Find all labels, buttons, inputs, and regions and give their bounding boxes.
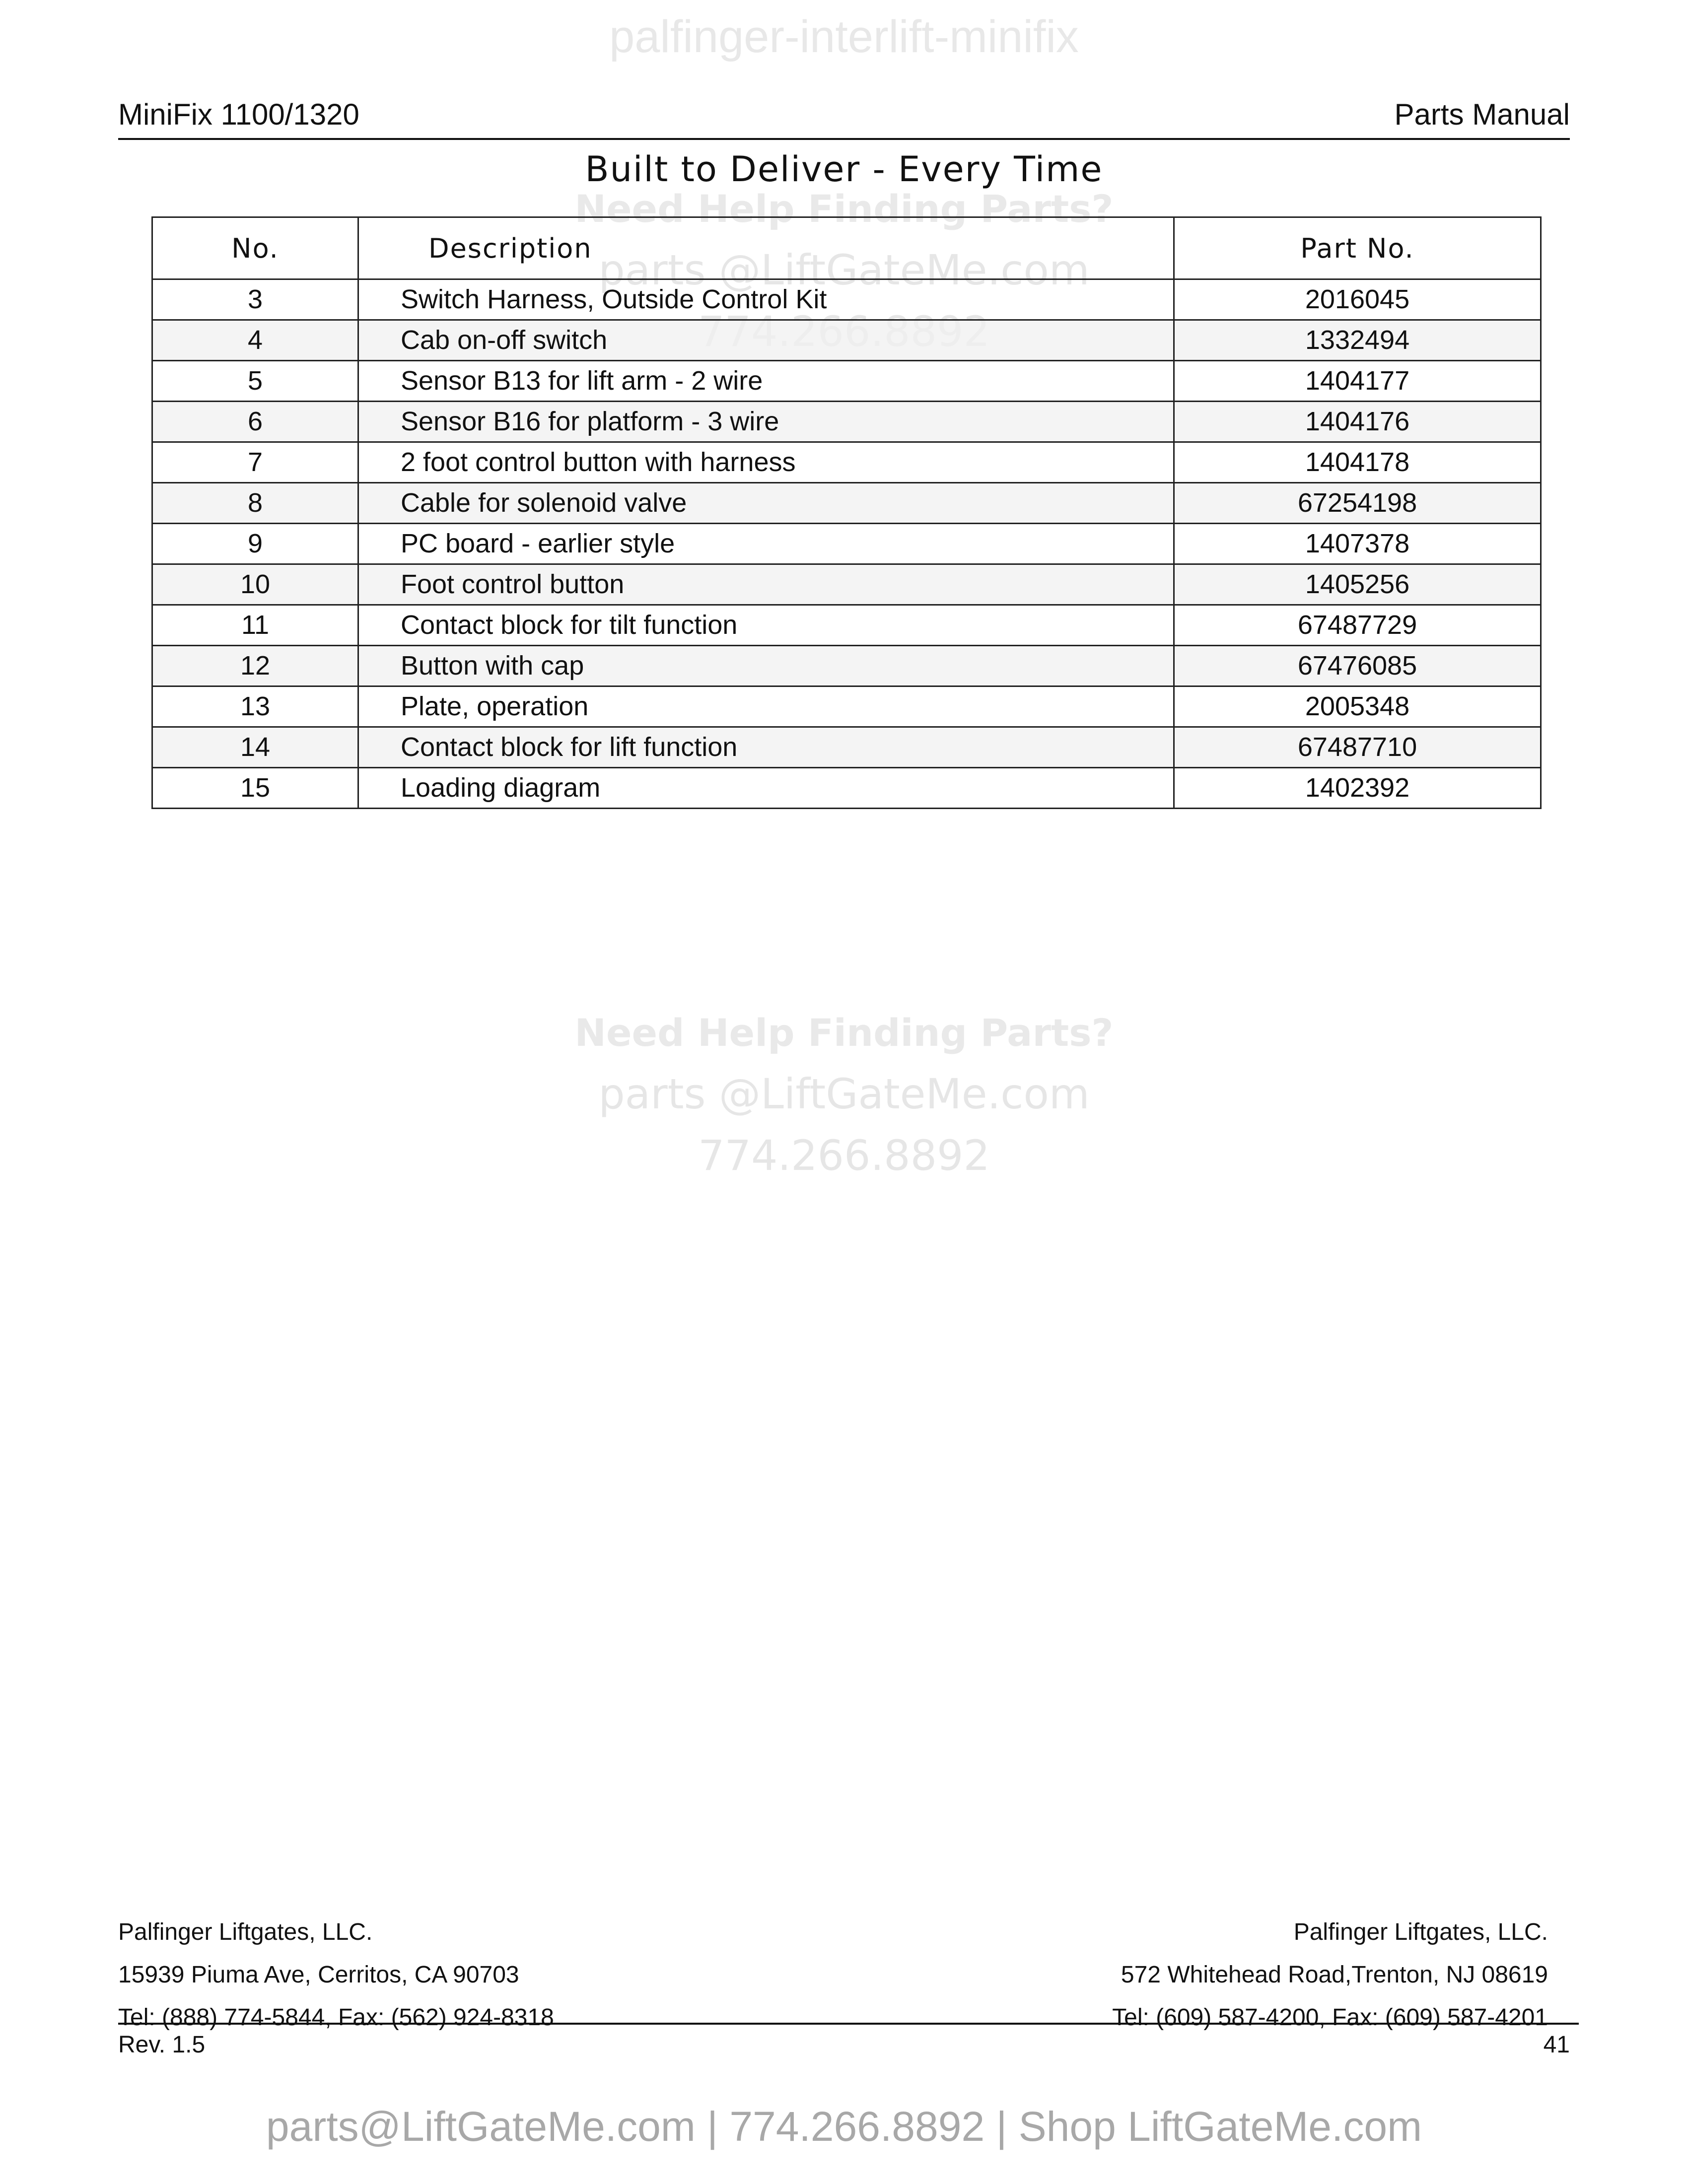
table-row bbox=[152, 686, 1541, 727]
cell-no: 6 bbox=[152, 402, 358, 442]
column-header-description: Description bbox=[358, 217, 1174, 279]
help-watermark-heading: Need Help Finding Parts? bbox=[574, 187, 1114, 231]
cell-part-no: 67487729 bbox=[1174, 605, 1541, 646]
cell-part-no: 67254198 bbox=[1174, 483, 1541, 524]
table-row bbox=[152, 361, 1541, 402]
cell-description: Cable for solenoid valve bbox=[358, 483, 1174, 524]
table-row bbox=[152, 768, 1541, 809]
cell-description: Button with cap bbox=[358, 646, 1174, 686]
cell-no: 3 bbox=[152, 279, 358, 320]
watermark-top: palfinger-interlift-minifix bbox=[609, 11, 1079, 62]
table-row bbox=[152, 727, 1541, 768]
cell-part-no: 1404177 bbox=[1174, 361, 1541, 402]
table-header-row bbox=[152, 217, 1541, 279]
column-header-part-no: Part No. bbox=[1174, 217, 1541, 279]
cell-no: 13 bbox=[152, 686, 358, 727]
footer-west-office bbox=[118, 1911, 554, 2039]
table-row bbox=[152, 646, 1541, 686]
table-row bbox=[152, 564, 1541, 605]
cell-part-no: 67476085 bbox=[1174, 646, 1541, 686]
help-watermark-heading: Need Help Finding Parts? bbox=[574, 1011, 1114, 1055]
cell-description: PC board - earlier style bbox=[358, 524, 1174, 564]
cell-no: 5 bbox=[152, 361, 358, 402]
column-header-no: No. bbox=[152, 217, 358, 279]
cell-part-no: 2005348 bbox=[1174, 686, 1541, 727]
page-title: Built to Deliver - Every Time bbox=[585, 149, 1103, 190]
footer-east-address: 572 Whitehead Road,Trenton, NJ 08619 bbox=[1121, 1962, 1548, 1988]
table-row bbox=[152, 483, 1541, 524]
cell-no: 11 bbox=[152, 605, 358, 646]
cell-no: 14 bbox=[152, 727, 358, 768]
cell-description: Sensor B16 for platform - 3 wire bbox=[358, 402, 1174, 442]
footer-west-address: 15939 Piuma Ave, Cerritos, CA 90703 bbox=[118, 1962, 519, 1988]
cell-no: 10 bbox=[152, 564, 358, 605]
cell-no: 8 bbox=[152, 483, 358, 524]
page-number: 41 bbox=[1543, 2032, 1570, 2058]
table-row bbox=[152, 605, 1541, 646]
cell-part-no: 1404176 bbox=[1174, 402, 1541, 442]
cell-description: Foot control button bbox=[358, 564, 1174, 605]
cell-part-no: 1407378 bbox=[1174, 524, 1541, 564]
help-watermark-email: parts @LiftGateMe.com bbox=[598, 246, 1090, 294]
help-watermark-email: parts @LiftGateMe.com bbox=[598, 1070, 1090, 1118]
table-row bbox=[152, 442, 1541, 483]
cell-part-no: 2016045 bbox=[1174, 279, 1541, 320]
cell-description: Contact block for tilt function bbox=[358, 605, 1174, 646]
cell-part-no: 1332494 bbox=[1174, 320, 1541, 361]
cell-description: Contact block for lift function bbox=[358, 727, 1174, 768]
header-divider bbox=[118, 138, 1570, 140]
table-row bbox=[152, 524, 1541, 564]
cell-part-no: 1404178 bbox=[1174, 442, 1541, 483]
cell-description: Loading diagram bbox=[358, 768, 1174, 809]
help-watermark-lower bbox=[0, 1003, 1688, 1186]
promo-banner: parts@LiftGateMe.com | 774.266.8892 | Shop LiftGateMe.com bbox=[266, 2103, 1422, 2150]
cell-no: 7 bbox=[152, 442, 358, 483]
cell-part-no: 1405256 bbox=[1174, 564, 1541, 605]
revision-label: Rev. 1.5 bbox=[118, 2032, 206, 2058]
cell-description: Plate, operation bbox=[358, 686, 1174, 727]
cell-no: 9 bbox=[152, 524, 358, 564]
parts-table bbox=[151, 216, 1542, 809]
cell-no: 12 bbox=[152, 646, 358, 686]
footer-east-contact: Tel: (609) 587-4200, Fax: (609) 587-4201 bbox=[1112, 2004, 1548, 2031]
footer-east-office bbox=[1112, 1911, 1548, 2039]
table-row bbox=[152, 320, 1541, 361]
table-row bbox=[152, 279, 1541, 320]
cell-no: 4 bbox=[152, 320, 358, 361]
footer-divider bbox=[118, 2023, 1579, 2025]
cell-part-no: 67487710 bbox=[1174, 727, 1541, 768]
footer-west-company: Palfinger Liftgates, LLC. bbox=[118, 1919, 373, 1945]
header-manual-type: Parts Manual bbox=[1394, 98, 1570, 131]
footer-west-contact: Tel: (888) 774-5844, Fax: (562) 924-8318 bbox=[118, 2004, 554, 2031]
table-row bbox=[152, 402, 1541, 442]
cell-no: 15 bbox=[152, 768, 358, 809]
help-watermark-phone: 774.266.8892 bbox=[698, 1131, 990, 1180]
cell-description: Sensor B13 for lift arm - 2 wire bbox=[358, 361, 1174, 402]
cell-description: Cab on-off switch bbox=[358, 320, 1174, 361]
cell-description: 2 foot control button with harness bbox=[358, 442, 1174, 483]
cell-part-no: 1402392 bbox=[1174, 768, 1541, 809]
parts-table-body bbox=[152, 279, 1541, 809]
footer-east-company: Palfinger Liftgates, LLC. bbox=[1293, 1919, 1548, 1945]
header-title: MiniFix 1100/1320 bbox=[118, 98, 359, 131]
cell-description: Switch Harness, Outside Control Kit bbox=[358, 279, 1174, 320]
